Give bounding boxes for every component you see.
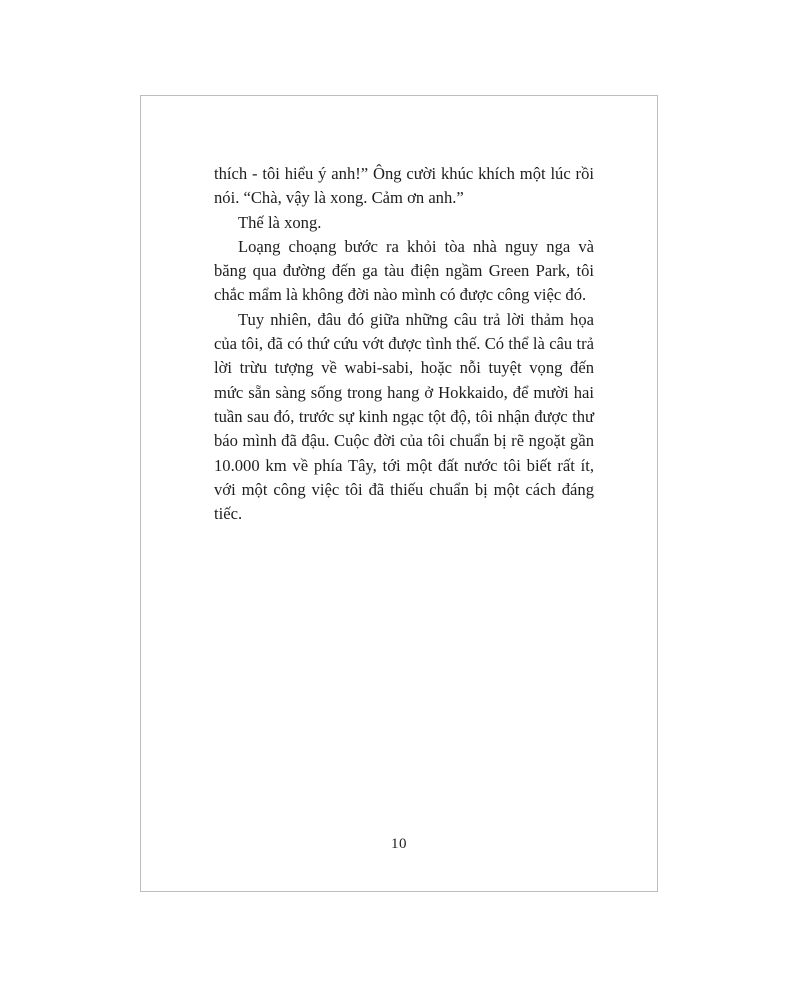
paragraph: Loạng choạng bước ra khỏi tòa nhà nguy nga và băng qua đường đến ga tàu điện ngầm Green Park, tôi chắc mẩm là không đời nào mình có được công việc đó. — [214, 236, 594, 305]
paragraph-continuation: thích - tôi hiểu ý anh!” Ông cười khúc khích một lúc rồi nói. “Chà, vậy là xong. Cảm ơn anh.” — [214, 164, 594, 208]
page-number: 10 — [391, 836, 407, 852]
book-page — [140, 95, 658, 892]
body-text — [214, 162, 594, 526]
paragraph: Tuy nhiên, đâu đó giữa những câu trả lời thảm họa của tôi, đã có thứ cứu vớt được tình thế. Có thể là câu trả lời trừu tượng về wabi-sabi, hoặc nỗi tuyệt vọng đến mức sẵn sàng sống trong hang ở Hokkaido, để mười hai tuần sau đó, trước sự kinh ngạc tột độ, tôi nhận được thư báo mình đã đậu. Cuộc đời của tôi chuẩn bị rẽ ngoặt gần 10.000 km về phía Tây, tới một đất nước tôi biết rất ít, với một công việc tôi đã thiếu chuẩn bị một cách đáng tiếc. — [214, 309, 594, 524]
paragraph: Thế là xong. — [238, 212, 322, 232]
